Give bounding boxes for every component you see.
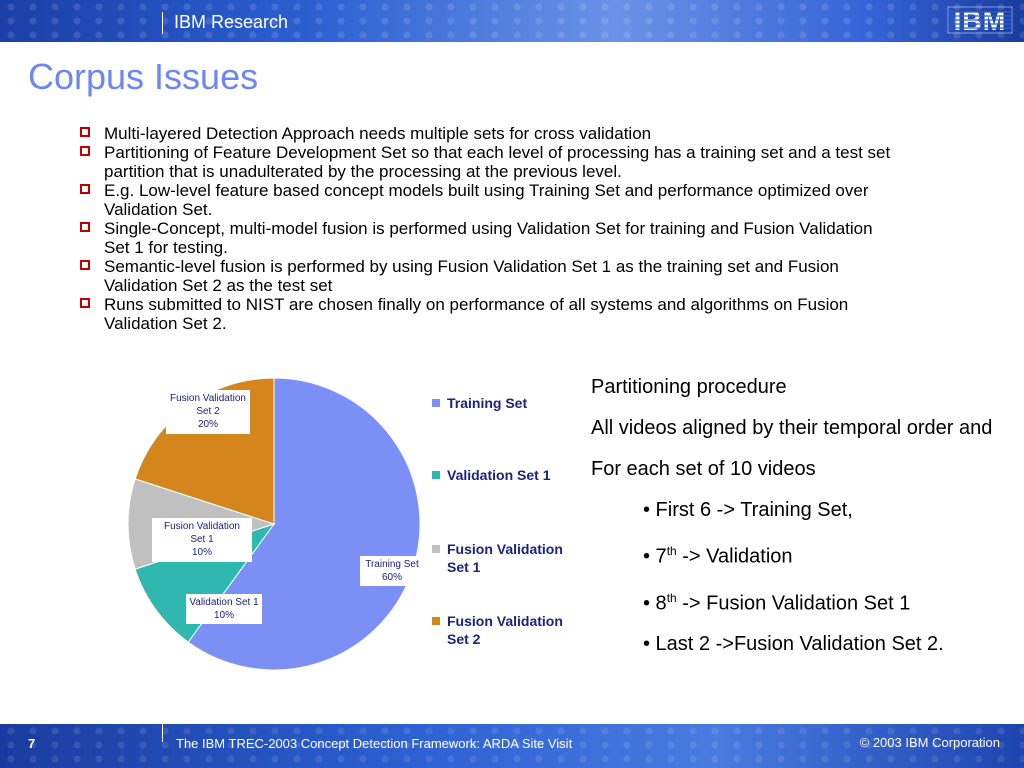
bullet-item (80, 295, 900, 333)
bullet-item (80, 219, 900, 257)
legend-swatch (432, 617, 440, 625)
legend-label: Training Set (447, 395, 528, 411)
data-label-fusion-validation-set-2 (166, 390, 250, 434)
legend-swatch (432, 545, 440, 553)
footer-title: The IBM TREC-2003 Concept Detection Framework: ARDA Site Visit (176, 736, 573, 751)
procedure-item-2-sup: th (666, 544, 677, 558)
bullet-item (80, 143, 900, 181)
data-label-text: Fusion Validation (170, 393, 246, 404)
procedure-item-3-post: -> Fusion Validation Set 1 (676, 592, 911, 615)
bullet-text: Partitioning of Feature Development Set so that each level of processing has a training set and a test set partition that is unadulterated by the processing at the previous level. (104, 143, 891, 181)
procedure-panel (591, 374, 1011, 658)
legend-swatch (432, 399, 440, 407)
bullet-item (80, 124, 900, 143)
checkbox-bullet-icon (80, 127, 90, 137)
footer-divider (162, 724, 163, 742)
checkbox-bullet-icon (80, 260, 90, 270)
legend-label: Fusion Validation Set 1 (447, 541, 563, 575)
slide-title: Corpus Issues (28, 56, 259, 97)
ibm-logo (944, 3, 1016, 37)
procedure-item-1: • First 6 -> Training Set, (643, 499, 853, 521)
header-bar (0, 0, 1024, 42)
data-label-text: Fusion Validation (164, 521, 240, 532)
footer-bar (0, 724, 1024, 768)
copyright: © 2003 IBM Corporation (859, 735, 1000, 750)
procedure-item-4: • Last 2 ->Fusion Validation Set 2. (643, 633, 944, 656)
bullet-item (80, 257, 900, 295)
header-divider (162, 12, 163, 34)
bullet-text: Single-Concept, multi-model fusion is performed using Validation Set for training and Fusion Validation Set 1 for testing. (104, 219, 873, 257)
checkbox-bullet-icon (80, 222, 90, 232)
ibm-logo-text: IBM (953, 6, 1007, 36)
checkbox-bullet-icon (80, 184, 90, 194)
data-label-text: Set 2 (196, 406, 220, 417)
procedure-item-2-post: -> Validation (676, 545, 793, 568)
checkbox-bullet-icon (80, 146, 90, 156)
checkbox-bullet-icon (80, 298, 90, 308)
procedure-item-2 (591, 538, 1011, 571)
data-label-training-set (360, 556, 424, 586)
bullet-text: E.g. Low-level feature based concept models built using Training Set and performance optimized over Validation Set. (104, 181, 869, 219)
bullet-text: Semantic-level fusion is performed by using Fusion Validation Set 1 as the training set and Fusion Validation Set 2 as the test set (104, 257, 839, 295)
page-number: 7 (28, 736, 36, 751)
bullet-text: Multi-layered Detection Approach needs multiple sets for cross validation (104, 124, 652, 143)
data-label-text: 20% (197, 419, 219, 430)
bullet-item (80, 181, 900, 219)
data-label-validation-set-1 (186, 594, 262, 624)
procedure-item-2-pre: • 7 (643, 545, 667, 568)
bullet-text: Runs submitted to NIST are chosen finally on performance of all systems and algorithms on Fusion Validation Set 2. (104, 295, 849, 333)
data-label-text: 10% (213, 610, 235, 621)
data-label-fusion-validation-set-1 (152, 518, 252, 562)
data-label-text: Set 1 (190, 534, 214, 545)
procedure-item-3 (591, 585, 1011, 618)
data-label-text: 10% (191, 547, 213, 558)
procedure-item-3-sup: th (666, 590, 677, 605)
legend-swatch (432, 471, 440, 479)
data-label-text: 60% (381, 572, 403, 583)
procedure-heading: Partitioning procedure (591, 376, 787, 398)
legend-label: Fusion Validation Set 2 (447, 613, 563, 647)
header-pattern (0, 0, 1024, 42)
bullet-list (80, 124, 900, 333)
legend-label: Validation Set 1 (447, 467, 551, 483)
procedure-line-2: For each set of 10 videos (591, 458, 816, 480)
data-label-text: Validation Set 1 (189, 597, 259, 608)
procedure-line-1: All videos aligned by their temporal order and (591, 417, 993, 439)
data-label-text: Training Set (365, 559, 419, 570)
procedure-item-3-pre: • 8 (643, 592, 667, 615)
brand-label: IBM Research (174, 12, 289, 32)
